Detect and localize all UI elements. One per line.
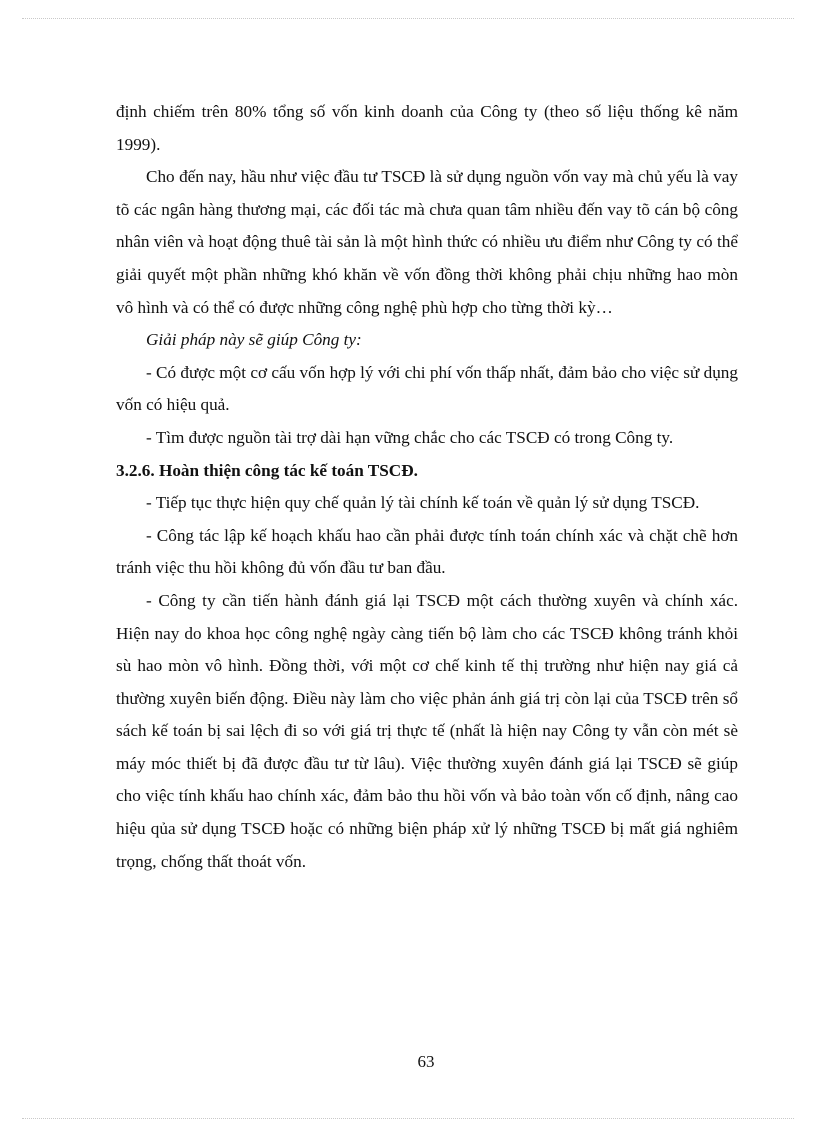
paragraph-solution-intro: Giải pháp này sẽ giúp Công ty: — [146, 330, 362, 350]
paragraph-continuation: định chiếm trên 80% tổng số vốn kinh doanh của Công ty (theo số liệu thống kê năm 1999). — [116, 102, 738, 154]
paragraph-bullet-revaluation: - Công ty cần tiến hành đánh giá lại TSCĐ một cách thường xuyên và chính xác. Hiện nay do khoa học công nghệ ngày càng tiến bộ làm cho các TSCĐ không tránh khỏi sù hao mòn vô hình. Đồng thời, với một cơ chế kinh tế thị trường như hiện nay giá cả thường xuyên biến động. Điều này làm cho việc phản ánh giá trị còn lại của TSCĐ trên sổ sách kế toán bị sai lệch đi so với giá trị thực tế (nhất là hiện nay Công ty vẫn còn mét sè máy móc thiết bị đã được đầu tư từ lâu). Việc thường xuyên đánh giá lại TSCĐ sẽ giúp cho việc tính khấu hao chính xác, đảm bảo thu hồi vốn và bảo toàn vốn cố định, nâng cao hiệu qủa sử dụng TSCĐ hoặc có những biện pháp xử lý những TSCĐ bị mất giá nghiêm trọng, chống thất thoát vốn. — [116, 590, 738, 871]
paragraph-investment: Cho đến nay, hầu như việc đầu tư TSCĐ là sử dụng nguồn vốn vay mà chủ yếu là vay tõ các ngân hàng thương mại, các đối tác mà chưa quan tâm nhiều đến vay tõ cán bộ công nhân viên và hoạt động thuê tài sản là một hình thức có nhiều ưu điểm như Công ty có thể giải quyết một phần những khó khăn về vốn đồng thời không phải chịu những hao mòn vô hình và có thể có được những công nghệ phù hợp cho từng thời kỳ… — [116, 167, 738, 317]
paragraph-bullet-funding: - Tìm được nguồn tài trợ dài hạn vững chắc cho các TSCĐ có trong Công ty. — [146, 427, 674, 447]
page-border-top — [22, 18, 794, 19]
paragraph-bullet-capital-structure: - Có được một cơ cấu vốn hợp lý với chi phí vốn thấp nhất, đảm bảo cho việc sử dụng vốn có hiệu quả. — [116, 362, 738, 415]
body-text — [116, 96, 738, 878]
paragraph-bullet-depreciation: - Công tác lập kế hoạch khấu hao cần phải được tính toán chính xác và chặt chẽ hơn tránh việc thu hồi không đủ vốn đầu tư ban đầu. — [116, 525, 738, 578]
page-border-bottom — [22, 1118, 794, 1119]
page-number: 63 — [417, 1052, 435, 1071]
paragraph-bullet-regulation: - Tiếp tục thực hiện quy chế quản lý tài chính kế toán về quản lý sử dụng TSCĐ. — [146, 493, 700, 513]
section-heading: 3.2.6. Hoàn thiện công tác kế toán TSCĐ. — [116, 460, 418, 480]
